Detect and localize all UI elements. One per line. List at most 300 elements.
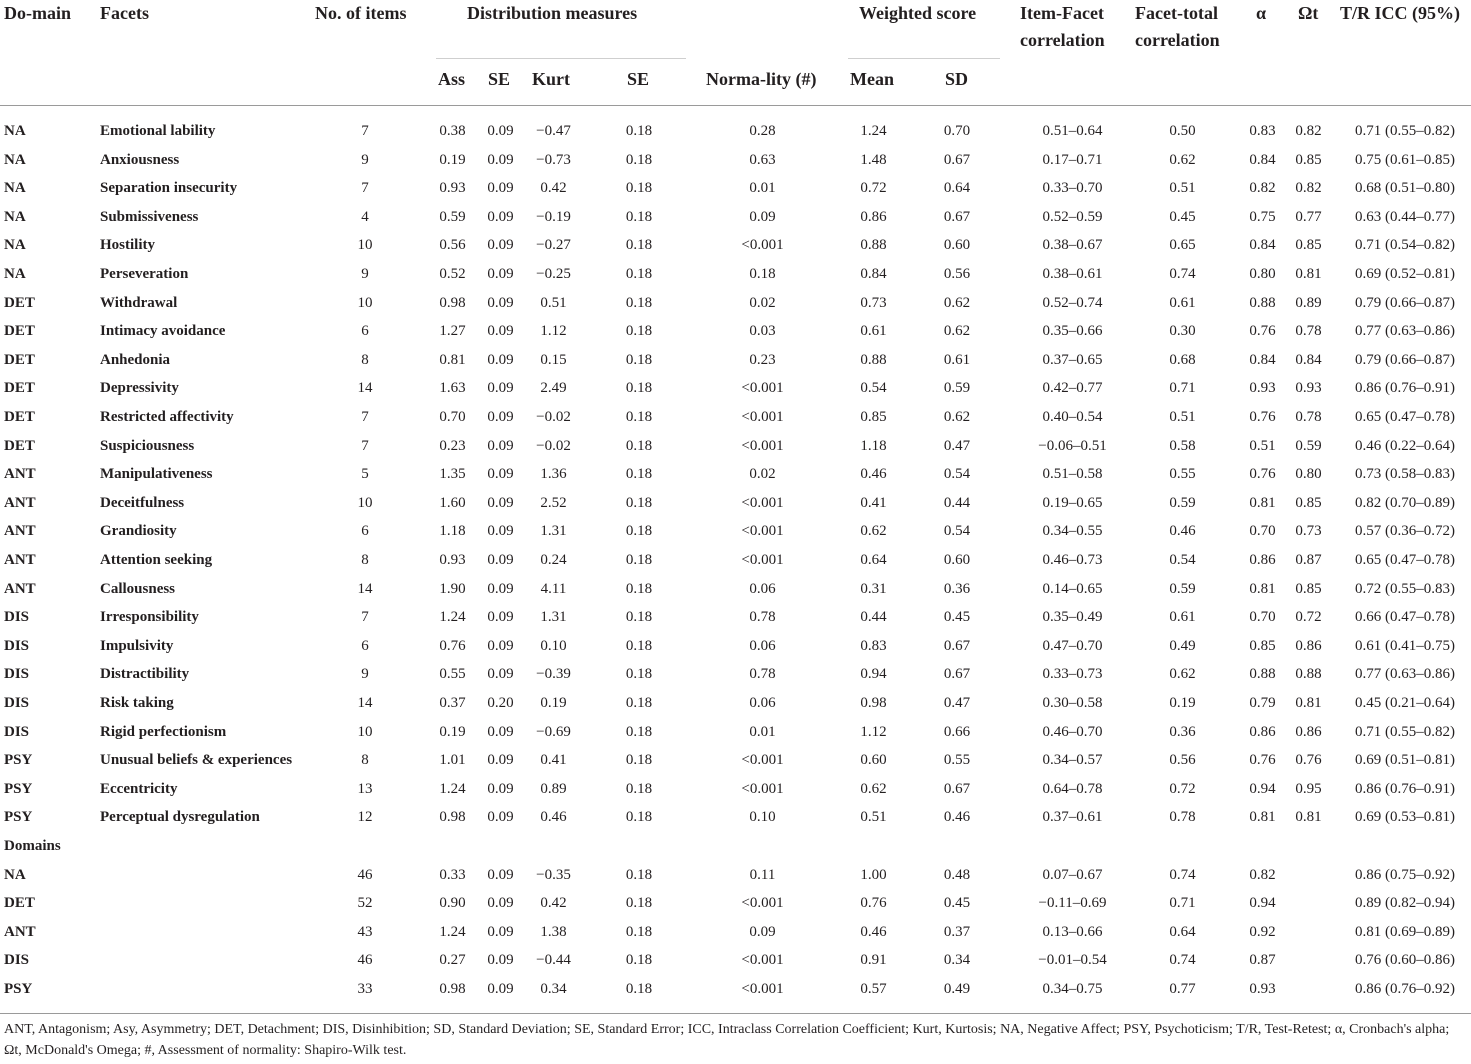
table-row (0, 632, 1471, 661)
cell-mean: 0.94 (860, 666, 887, 683)
cell-ass: 0.33 (439, 866, 466, 883)
cell-icc: 0.57 (0.36–0.72) (1355, 523, 1455, 540)
cell-facettotal: 0.19 (1169, 695, 1196, 711)
cell-norm: <0.001 (741, 494, 784, 511)
table-row (0, 603, 1471, 632)
cell-itemfacet: 0.47–0.70 (1042, 637, 1103, 654)
cell-alpha: 0.86 (1249, 723, 1276, 740)
cell-facet: Restricted affectivity (100, 409, 234, 425)
cell-se2: 0.18 (625, 409, 653, 425)
cell-domain: DET (4, 351, 35, 368)
cell-sd: 0.54 (943, 466, 971, 483)
cell-icc: 0.77 (0.63–0.86) (1355, 323, 1455, 340)
cell-itemfacet: 0.34–0.55 (1042, 523, 1103, 540)
cell-facettotal: 0.51 (1169, 180, 1196, 197)
cell-icc: 0.72 (0.55–0.83) (1355, 580, 1455, 597)
cell-norm: 0.02 (749, 294, 776, 311)
cell-alpha: 0.70 (1249, 523, 1276, 540)
header-distribution-measures: Distribution measures (467, 3, 638, 23)
cell-facet: Submissiveness (100, 208, 199, 225)
header-omega: Ωt (1298, 3, 1319, 23)
cell-facet: Withdrawal (100, 294, 178, 311)
cell-sd: 0.59 (943, 380, 971, 397)
cell-se1: 0.09 (487, 780, 514, 797)
cell-kurt: −0.39 (536, 666, 571, 683)
cell-items: 10 (357, 294, 373, 311)
cell-domain: ANT (4, 552, 36, 568)
cell-omega: 0.82 (1295, 180, 1322, 197)
cell-se2: 0.18 (625, 866, 653, 883)
cell-itemfacet: 0.33–0.70 (1042, 180, 1103, 197)
cell-items: 33 (357, 981, 373, 997)
cell-norm: <0.001 (741, 237, 784, 254)
cell-facettotal: 0.74 (1169, 952, 1196, 969)
cell-sd: 0.46 (943, 809, 971, 826)
cell-items: 9 (361, 151, 369, 168)
cell-norm: 0.18 (749, 266, 776, 282)
cell-omega: 0.93 (1295, 380, 1322, 397)
cell-se1: 0.09 (487, 466, 514, 483)
cell-domain: NA (4, 208, 26, 225)
cell-kurt: 0.42 (540, 180, 567, 197)
cell-sd: 0.47 (943, 437, 971, 454)
cell-se2: 0.18 (625, 580, 653, 597)
cell-domain: DET (4, 409, 35, 425)
cell-icc: 0.71 (0.54–0.82) (1355, 237, 1455, 254)
cell-ass: 0.23 (439, 437, 466, 454)
cell-mean: 0.76 (860, 895, 887, 912)
cell-se2: 0.18 (625, 809, 653, 826)
cell-se2: 0.18 (625, 351, 653, 368)
cell-omega: 0.87 (1295, 552, 1322, 568)
cell-ass: 0.76 (439, 637, 466, 654)
cell-se1: 0.09 (487, 809, 514, 826)
cell-norm: 0.06 (749, 637, 776, 654)
table-row (0, 946, 1471, 975)
cell-itemfacet: 0.30–0.58 (1042, 695, 1103, 711)
cell-facettotal: 0.62 (1169, 151, 1196, 168)
cell-sd: 0.67 (943, 637, 971, 654)
cell-se2: 0.18 (625, 494, 653, 511)
distribution-group-rule (436, 58, 686, 59)
cell-kurt: 1.31 (540, 609, 567, 626)
cell-facet: Risk taking (100, 695, 174, 711)
cell-items: 8 (361, 351, 369, 368)
header-no-items: No. of items (315, 3, 407, 23)
cell-itemfacet: 0.46–0.73 (1042, 552, 1103, 568)
cell-ass: 0.52 (439, 266, 466, 282)
cell-domain: DIS (4, 723, 30, 740)
cell-sd: 0.64 (943, 180, 971, 197)
cell-se2: 0.18 (625, 552, 653, 568)
cell-facet: Suspiciousness (100, 437, 195, 454)
cell-facet: Hostility (100, 237, 155, 254)
cell-se1: 0.09 (487, 351, 514, 368)
cell-se2: 0.18 (625, 323, 653, 340)
cell-domain: DET (4, 437, 35, 454)
cell-itemfacet: 0.52–0.74 (1042, 294, 1103, 311)
cell-facet: Unusual beliefs & experiences (100, 752, 293, 769)
cell-items: 7 (361, 180, 369, 197)
cell-alpha: 0.76 (1249, 752, 1276, 769)
cell-items: 9 (361, 266, 369, 282)
header-icc: T/R ICC (95%) (1340, 3, 1460, 23)
cell-icc: 0.75 (0.61–0.85) (1355, 151, 1455, 168)
cell-facettotal: 0.30 (1169, 323, 1196, 340)
cell-mean: 1.00 (860, 866, 887, 883)
cell-omega: 0.86 (1295, 637, 1322, 654)
cell-norm: <0.001 (741, 780, 784, 797)
cell-norm: 0.23 (749, 351, 776, 368)
cell-sd: 0.37 (943, 923, 971, 940)
cell-items: 6 (361, 323, 369, 340)
cell-sd: 0.60 (943, 237, 971, 254)
cell-norm: <0.001 (741, 895, 784, 912)
cell-itemfacet: 0.34–0.75 (1042, 981, 1103, 997)
cell-omega: 0.81 (1295, 695, 1322, 711)
cell-domain: NA (4, 866, 26, 883)
cell-se1: 0.09 (487, 409, 514, 425)
cell-itemfacet: 0.35–0.66 (1042, 323, 1103, 340)
cell-facet: Perseveration (100, 266, 189, 282)
cell-kurt: −0.02 (536, 437, 571, 454)
cell-kurt: 2.49 (540, 380, 567, 397)
cell-icc: 0.61 (0.41–0.75) (1355, 637, 1455, 654)
cell-icc: 0.71 (0.55–0.82) (1355, 723, 1455, 740)
cell-items: 7 (361, 437, 369, 454)
cell-omega: 0.88 (1295, 666, 1322, 683)
header-se2: SE (627, 69, 650, 89)
table-row (0, 489, 1471, 518)
cell-mean: 0.84 (860, 266, 887, 282)
cell-facettotal: 0.46 (1169, 523, 1196, 540)
cell-domain: PSY (4, 752, 33, 769)
cell-facettotal: 0.77 (1169, 981, 1196, 997)
cell-mean: 0.46 (860, 466, 887, 483)
cell-domain: DIS (4, 952, 30, 969)
cell-norm: <0.001 (741, 552, 784, 568)
cell-sd: 0.48 (943, 866, 971, 883)
cell-items: 7 (361, 609, 369, 626)
cell-domain: NA (4, 180, 26, 197)
cell-omega: 0.76 (1295, 752, 1322, 769)
table-row (0, 889, 1471, 918)
cell-itemfacet: −0.01–0.54 (1038, 952, 1107, 969)
cell-alpha: 0.81 (1249, 809, 1276, 826)
cell-sd: 0.67 (943, 208, 971, 225)
cell-mean: 0.60 (860, 752, 887, 769)
cell-kurt: −0.69 (536, 723, 571, 740)
cell-facettotal: 0.59 (1169, 580, 1196, 597)
cell-facet: Rigid perfectionism (100, 723, 227, 740)
cell-se1: 0.09 (487, 237, 514, 254)
cell-kurt: 2.52 (540, 494, 567, 511)
cell-se1: 0.09 (487, 208, 514, 225)
cell-itemfacet: 0.42–0.77 (1042, 380, 1103, 397)
cell-icc: 0.76 (0.60–0.86) (1355, 952, 1455, 969)
cell-icc: 0.81 (0.69–0.89) (1355, 923, 1455, 940)
cell-alpha: 0.84 (1249, 151, 1276, 168)
cell-se2: 0.18 (625, 952, 653, 969)
cell-domain: DET (4, 294, 35, 311)
cell-facettotal: 0.78 (1169, 809, 1196, 826)
cell-alpha: 0.83 (1249, 123, 1276, 139)
cell-ass: 1.27 (439, 323, 466, 340)
cell-icc: 0.86 (0.76–0.91) (1355, 780, 1455, 797)
cell-se1: 0.09 (487, 552, 514, 568)
cell-facettotal: 0.62 (1169, 666, 1196, 683)
cell-items: 46 (357, 952, 373, 969)
cell-alpha: 0.76 (1249, 323, 1276, 340)
table-row (0, 432, 1471, 461)
cell-se1: 0.09 (487, 895, 514, 912)
cell-norm: 0.01 (749, 180, 776, 197)
cell-mean: 0.62 (860, 523, 887, 540)
cell-facet: Anhedonia (100, 351, 171, 368)
cell-omega: 0.78 (1295, 409, 1322, 425)
cell-facettotal: 0.61 (1169, 609, 1196, 626)
cell-items: 8 (361, 752, 369, 769)
cell-domain: NA (4, 151, 26, 168)
cell-se1: 0.09 (487, 609, 514, 626)
cell-icc: 0.66 (0.47–0.78) (1355, 609, 1455, 626)
cell-kurt: 0.89 (540, 780, 567, 797)
cell-items: 46 (357, 866, 373, 883)
cell-alpha: 0.80 (1249, 266, 1276, 282)
cell-mean: 0.62 (860, 780, 887, 797)
cell-kurt: 0.15 (540, 351, 567, 368)
cell-alpha: 0.88 (1249, 666, 1276, 683)
cell-kurt: −0.44 (536, 952, 571, 969)
table-row (0, 174, 1471, 203)
cell-items: 7 (361, 409, 369, 425)
cell-se2: 0.18 (625, 294, 653, 311)
cell-icc: 0.63 (0.44–0.77) (1355, 208, 1455, 225)
cell-icc: 0.89 (0.82–0.94) (1355, 895, 1455, 912)
cell-facettotal: 0.50 (1169, 123, 1196, 139)
cell-domain: PSY (4, 981, 33, 997)
cell-ass: 0.37 (439, 695, 466, 711)
cell-items: 5 (361, 466, 369, 483)
cell-facet: Anxiousness (100, 151, 180, 168)
cell-omega: 0.59 (1295, 437, 1322, 454)
table-row (0, 718, 1471, 747)
cell-items: 12 (357, 809, 373, 826)
table-row (0, 746, 1471, 775)
cell-itemfacet: 0.07–0.67 (1042, 866, 1103, 883)
header-rule (0, 105, 1471, 106)
cell-itemfacet: 0.52–0.59 (1042, 208, 1103, 225)
cell-domain: ANT (4, 494, 36, 511)
cell-items: 10 (357, 494, 373, 511)
cell-se2: 0.18 (625, 380, 653, 397)
cell-norm: <0.001 (741, 409, 784, 425)
cell-alpha: 0.75 (1249, 208, 1276, 225)
cell-itemfacet: 0.17–0.71 (1042, 151, 1103, 168)
cell-items: 52 (357, 895, 373, 912)
cell-facet: Separation insecurity (100, 180, 238, 197)
cell-kurt: 0.24 (540, 552, 567, 568)
cell-se1: 0.09 (487, 123, 514, 139)
cell-kurt: 0.10 (540, 637, 567, 654)
cell-items: 6 (361, 637, 369, 654)
cell-itemfacet: 0.35–0.49 (1042, 609, 1103, 626)
cell-ass: 0.98 (439, 981, 466, 997)
cell-ass: 0.59 (439, 208, 466, 225)
cell-sd: 0.34 (943, 952, 971, 969)
cell-alpha: 0.84 (1249, 237, 1276, 254)
cell-alpha: 0.76 (1249, 409, 1276, 425)
cell-omega: 0.85 (1295, 494, 1322, 511)
cell-icc: 0.86 (0.75–0.92) (1355, 866, 1455, 883)
cell-norm: 0.63 (749, 151, 776, 168)
cell-norm: 0.01 (749, 723, 776, 740)
cell-sd: 0.67 (943, 151, 971, 168)
cell-sd: 0.67 (943, 666, 971, 683)
cell-omega: 0.85 (1295, 580, 1322, 597)
cell-ass: 0.56 (439, 237, 466, 254)
header-ass: Ass (438, 69, 466, 89)
cell-sd: 0.66 (943, 723, 971, 740)
cell-norm: 0.28 (749, 123, 776, 139)
table-row (0, 689, 1471, 718)
table-row (0, 861, 1471, 890)
cell-kurt: 0.42 (540, 895, 567, 912)
cell-sd: 0.67 (943, 780, 971, 797)
cell-icc: 0.79 (0.66–0.87) (1355, 294, 1455, 311)
cell-icc: 0.65 (0.47–0.78) (1355, 409, 1455, 425)
cell-kurt: 1.38 (540, 923, 567, 940)
cell-facet: Manipulativeness (100, 466, 213, 483)
cell-mean: 0.85 (860, 409, 887, 425)
cell-facettotal: 0.55 (1169, 466, 1196, 483)
cell-domain: DIS (4, 637, 30, 654)
cell-kurt: −0.27 (536, 237, 571, 254)
cell-se2: 0.18 (625, 437, 653, 454)
cell-se1: 0.09 (487, 437, 514, 454)
cell-facet: Irresponsibility (100, 609, 199, 626)
cell-norm: <0.001 (741, 981, 784, 997)
cell-mean: 0.98 (860, 695, 887, 711)
header-se1: SE (488, 69, 511, 89)
cell-facettotal: 0.49 (1169, 637, 1196, 654)
cell-norm: 0.78 (749, 609, 776, 626)
cell-omega: 0.81 (1295, 809, 1322, 826)
cell-alpha: 0.92 (1249, 923, 1276, 940)
cell-se1: 0.09 (487, 666, 514, 683)
header-kurt: Kurt (532, 69, 570, 89)
cell-alpha: 0.93 (1249, 380, 1276, 397)
table-bottom-rule (0, 1013, 1471, 1014)
cell-facettotal: 0.74 (1169, 266, 1196, 282)
cell-kurt: 4.11 (540, 580, 567, 597)
cell-se1: 0.09 (487, 752, 514, 769)
cell-facet: Perceptual dysregulation (100, 809, 260, 826)
cell-omega: 0.85 (1295, 237, 1322, 254)
cell-mean: 0.88 (860, 237, 887, 254)
cell-ass: 0.38 (439, 123, 466, 139)
table-row (0, 517, 1471, 546)
cell-se2: 0.18 (625, 923, 653, 940)
cell-ass: 1.24 (439, 923, 466, 940)
cell-omega: 0.86 (1295, 723, 1322, 740)
cell-sd: 0.45 (943, 895, 971, 912)
cell-kurt: −0.25 (536, 266, 571, 282)
cell-facet: Emotional lability (100, 123, 216, 139)
cell-mean: 0.31 (860, 580, 887, 597)
cell-se1: 0.09 (487, 151, 514, 168)
cell-mean: 0.86 (860, 208, 887, 225)
cell-mean: 0.57 (860, 981, 887, 997)
table-row (0, 660, 1471, 689)
cell-itemfacet: 0.38–0.61 (1042, 266, 1103, 282)
cell-kurt: −0.02 (536, 409, 571, 425)
cell-se1: 0.20 (487, 695, 514, 711)
cell-ass: 1.24 (439, 780, 466, 797)
cell-items: 10 (357, 723, 373, 740)
table-footnote: ANT, Antagonism; Asy, Asymmetry; DET, Detachment; DIS, Disinhibition; SD, Standard Deviation; SE, Standard Error; ICC, Intraclass Correlation Coefficient; Kurt, Kurtosis; NA, Negative Affect; PSY, Psychoticism; T/R, Test-Retest; α, Cronbach's alpha; Ωt, McDonald's Omega; #, Assessment of normality: Shapiro-Wilk test. (4, 1022, 1450, 1058)
cell-ass: 0.93 (439, 180, 466, 197)
cell-kurt: 0.51 (540, 294, 567, 311)
cell-se2: 0.18 (625, 752, 653, 769)
cell-alpha: 0.81 (1249, 580, 1276, 597)
table-row (0, 975, 1471, 1004)
cell-se1: 0.09 (487, 266, 514, 282)
cell-norm: <0.001 (741, 437, 784, 454)
cell-domain: NA (4, 266, 26, 282)
table-row (0, 803, 1471, 832)
cell-alpha: 0.93 (1249, 981, 1276, 997)
cell-sd: 0.62 (943, 294, 971, 311)
cell-facettotal: 0.74 (1169, 866, 1196, 883)
cell-se1: 0.09 (487, 380, 514, 397)
cell-norm: 0.03 (749, 323, 776, 340)
cell-se1: 0.09 (487, 723, 514, 740)
cell-mean: 0.44 (860, 609, 887, 626)
cell-items: 43 (357, 923, 373, 940)
cell-ass: 0.19 (439, 723, 466, 740)
cell-se2: 0.18 (625, 123, 653, 139)
cell-mean: 0.51 (860, 809, 887, 826)
table-row (0, 374, 1471, 403)
cell-norm: 0.09 (749, 208, 776, 225)
header-item-facet-line2: correlation (1020, 30, 1105, 50)
cell-mean: 1.48 (860, 151, 887, 168)
cell-alpha: 0.82 (1249, 866, 1276, 883)
cell-omega: 0.72 (1295, 609, 1322, 626)
cell-facettotal: 0.68 (1169, 351, 1196, 368)
cell-ass: 0.81 (439, 351, 466, 368)
cell-norm: <0.001 (741, 523, 784, 540)
cell-ass: 1.24 (439, 609, 466, 626)
cell-icc: 0.65 (0.47–0.78) (1355, 552, 1455, 568)
cell-mean: 0.91 (860, 952, 887, 969)
table-row (0, 146, 1471, 175)
cell-icc: 0.69 (0.53–0.81) (1355, 809, 1455, 826)
cell-norm: <0.001 (741, 380, 784, 397)
cell-mean: 0.83 (860, 637, 887, 654)
cell-sd: 0.61 (943, 351, 971, 368)
cell-itemfacet: 0.37–0.65 (1042, 351, 1103, 368)
cell-kurt: 0.19 (540, 695, 567, 711)
cell-se2: 0.18 (625, 466, 653, 483)
cell-se1: 0.09 (487, 580, 514, 597)
cell-ass: 0.19 (439, 151, 466, 168)
header-alpha: α (1256, 3, 1267, 23)
cell-sd: 0.62 (943, 409, 971, 425)
cell-omega: 0.84 (1295, 351, 1322, 368)
table-row (0, 317, 1471, 346)
